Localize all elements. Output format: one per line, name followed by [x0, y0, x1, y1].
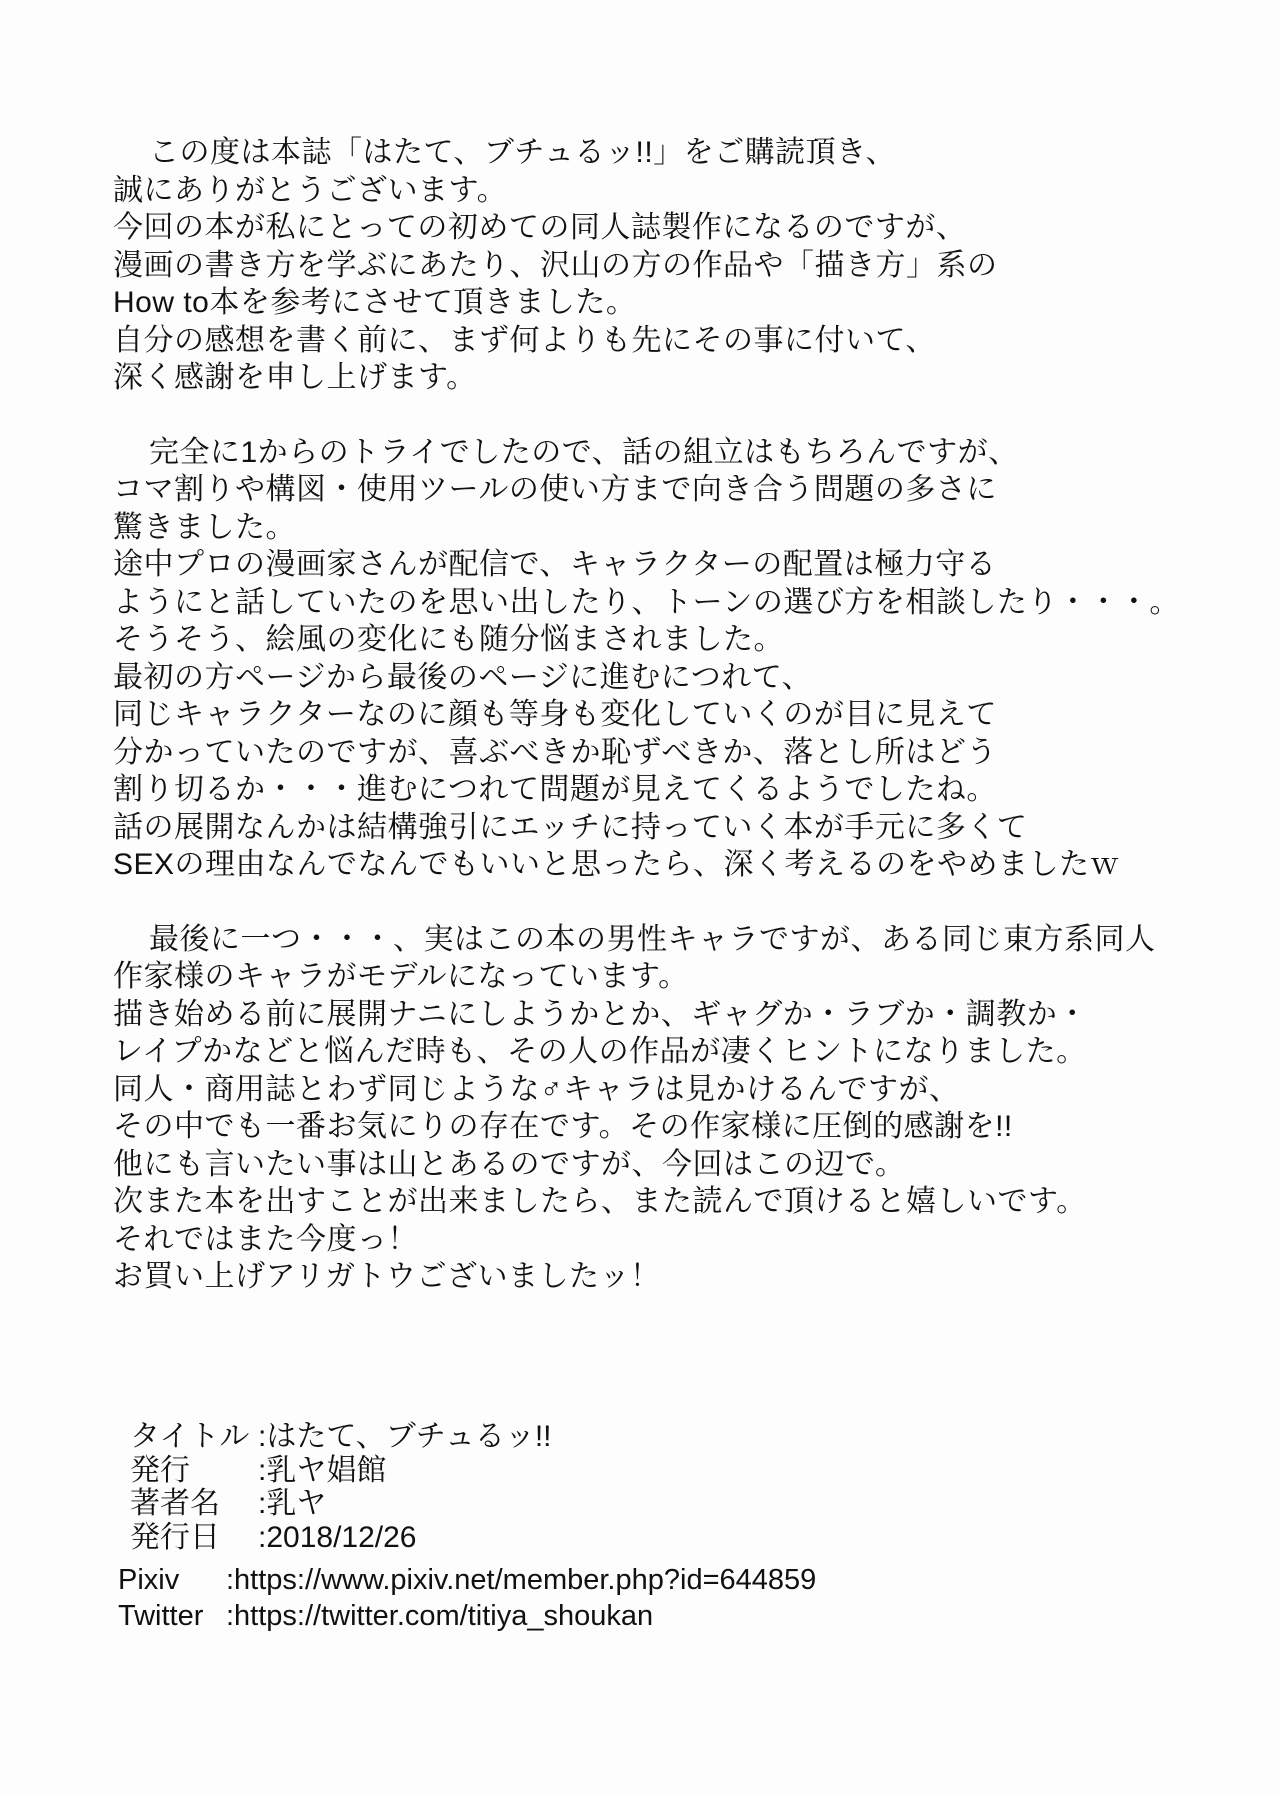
colophon-value: :はたて、ブチュるッ!! — [258, 1420, 552, 1453]
link-label: Pixiv — [118, 1564, 180, 1596]
afterword-line: 驚きました。 — [113, 510, 296, 544]
colophon-row-publisher — [130, 1454, 552, 1488]
afterword-line: それではまた今度っ！ — [113, 1222, 418, 1256]
afterword-paragraph-1 — [113, 134, 1203, 397]
afterword-line: この度は本誌「はたて、ブチュるッ!!」をご購読頂き、 — [149, 136, 896, 169]
colophon-value: :2018/12/26 — [258, 1520, 417, 1554]
afterword-line: 話の展開なんかは結構強引にエッチに持っていく本が手元に多くて — [113, 810, 1028, 844]
afterword-line: SEXの理由なんでなんでもいいと思ったら、深く考えるのをやめましたｗ — [113, 848, 1121, 881]
afterword-line: 同人・商用誌とわず同じような♂キャラは見かけるんですが、 — [113, 1072, 960, 1106]
afterword-line: ようにと話していたのを思い出したり、トーンの選び方を相談したり・・・。 — [113, 585, 1180, 619]
afterword-line: How to本を参考にさせて頂きました。 — [113, 286, 637, 319]
afterword-line: 作家様のキャラがモデルになっています。 — [113, 960, 689, 993]
colophon-value: :乳ヤ — [258, 1487, 327, 1520]
colophon-label: タイトル — [130, 1420, 250, 1453]
afterword-line: 分かっていたのですが、喜ぶべきか恥ずべきか、落とし所はどう — [113, 735, 997, 769]
afterword-line: 他にも言いたい事は山とあるのですが、今回はこの辺で。 — [113, 1147, 906, 1181]
colophon-row-author — [130, 1487, 552, 1521]
afterword-line: 次また本を出すことが出来ましたら、また読んで頂けると嬉しいです。 — [113, 1185, 1087, 1218]
link-row-twitter — [118, 1598, 816, 1634]
afterword-line: そうそう、絵風の変化にも随分悩まされました。 — [113, 623, 784, 656]
afterword-text-block — [113, 134, 1203, 1333]
afterword-line: 完全に1からのトライでしたので、話の組立はもちろんですが、 — [149, 435, 1019, 469]
afterword-paragraph-3 — [113, 921, 1203, 1296]
colophon-label: 著者名 — [130, 1487, 220, 1520]
colophon-row-title — [130, 1420, 552, 1454]
link-label: Twitter — [118, 1600, 204, 1632]
pixiv-url: :https://www.pixiv.net/member.php?id=644859 — [226, 1564, 817, 1596]
afterword-line: その中でも一番お気にりの存在です。その作家様に圧倒的感謝を!! — [113, 1110, 1013, 1143]
afterword-line: 最初の方ページから最後のページに進むにつれて、 — [113, 660, 813, 694]
afterword-line: 同じキャラクターなのに顔も等身も変化していくのが目に見えて — [113, 698, 997, 731]
afterword-line: 自分の感想を書く前に、まず何よりも先にその事に付いて、 — [113, 323, 936, 357]
afterword-line: 描き始める前に展開ナニにしようかとか、ギャグか・ラブか・調教か・ — [113, 997, 1088, 1031]
colophon-value: :乳ヤ娼館 — [258, 1453, 387, 1487]
colophon-row-date — [130, 1521, 552, 1555]
afterword-line: コマ割りや構図・使用ツールの使い方まで向き合う問題の多さに — [113, 473, 997, 506]
afterword-line: 漫画の書き方を学ぶにあたり、沢山の方の作品や「描き方」系の — [113, 248, 998, 282]
links-block — [118, 1562, 816, 1634]
colophon-block — [130, 1420, 552, 1554]
afterword-paragraph-2 — [113, 434, 1203, 884]
afterword-line: 誠にありがとうございます。 — [113, 173, 508, 207]
afterword-line: 深く感謝を申し上げます。 — [113, 361, 477, 394]
afterword-line: 今回の本が私にとっての初めての同人誌製作になるのですが、 — [113, 211, 967, 244]
link-row-pixiv — [118, 1562, 816, 1598]
afterword-line: 割り切るか・・・進むにつれて問題が見えてくるようでしたね。 — [113, 773, 997, 806]
afterword-line: 途中プロの漫画家さんが配信で、キャラクターの配置は極力守る — [113, 548, 997, 581]
colophon-label: 発行日 — [130, 1520, 220, 1554]
afterword-line: お買い上げアリガトウございましたッ！ — [113, 1260, 661, 1293]
colophon-label: 発行 — [130, 1453, 190, 1487]
twitter-url: :https://twitter.com/titiya_shoukan — [226, 1600, 654, 1632]
afterword-line: レイプかなどと悩んだ時も、その人の作品が凄くヒントになりました。 — [113, 1035, 1087, 1068]
afterword-line: 最後に一つ・・・、実はこの本の男性キャラですが、ある同じ東方系同人 — [149, 922, 1156, 956]
